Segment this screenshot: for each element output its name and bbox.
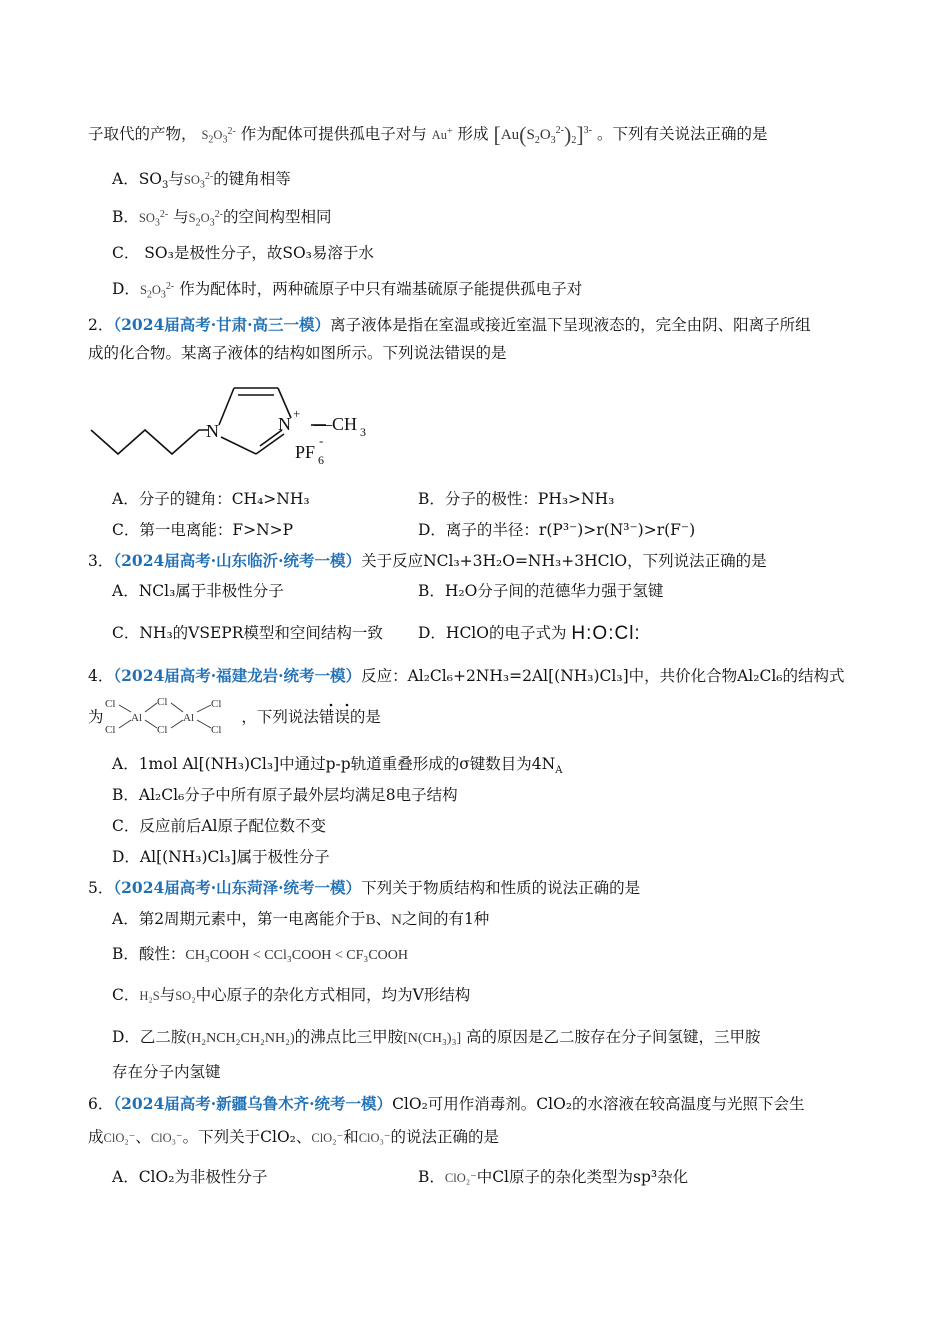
svg-text:Cl: Cl (105, 724, 116, 736)
pf6-subscript: 6 (318, 453, 324, 467)
svg-text:Cl: Cl (157, 724, 168, 736)
intro-text-4: 。下列有关说法正确的是 (596, 125, 768, 143)
q5-option-c: C．H₂S与SO₂中心原子的杂化方式相同，均为V形结构 (112, 986, 471, 1004)
q6-source: （2024届高考·新疆乌鲁木齐·统考一模） (113, 1094, 393, 1113)
q4-option-d: D．Al[(NH₃)Cl₃]属于极性分子 (112, 848, 330, 866)
q5-stem: 5．（2024届高考·山东菏泽·统考一模）下列关于物质结构和性质的说法正确的是 (88, 878, 641, 897)
pf6-label: PF (295, 442, 316, 462)
q1-option-a: A．$SO_3$与$SO_3^{2-}$的键角相等 (112, 170, 291, 192)
emphasis-dots (326, 700, 366, 710)
au-complex-formula: $[Au(S_2O_3^{2-})_2]^{3-}$ (493, 122, 593, 147)
q3-option-c: C．NH₃的VSEPR模型和空间结构一致 (112, 624, 383, 642)
q4-stem-line2: 为 ，下列说法错误的是 (88, 708, 381, 726)
q4-option-a: A．1mol Al[(NH₃)Cl₃]中通过p-p轨道重叠形成的σ键数目为$4N_A$ (112, 755, 563, 777)
methyl-subscript: 3 (360, 425, 366, 439)
q5-option-d-line2: 存在分子内氢键 (112, 1063, 221, 1081)
q5-source: （2024届高考·山东菏泽·统考一模） (113, 878, 362, 897)
q6-number: 6． (88, 1095, 114, 1113)
q1-option-c: C． SO₃是极性分子，故SO₃易溶于水 (112, 244, 374, 262)
q3-option-d: D．HClO的电子式为 H:O:Cl: (418, 623, 641, 644)
svg-text:Al: Al (131, 712, 142, 724)
nitrogen-label-2: N (278, 414, 291, 434)
q2-stem-line1: 2．（2024届高考·甘肃·高三一模）离子液体是指在室温或接近室温下呈现液态的，完全由阴、阳离子所组 (88, 315, 811, 334)
hclo-electron-formula: H:O:Cl: (571, 623, 641, 644)
svg-text:Al: Al (183, 712, 194, 724)
svg-text:Cl: Cl (211, 724, 222, 736)
q2-source: （2024届高考·甘肃·高三一模） (113, 315, 331, 334)
methyl-label: —CH (314, 414, 358, 434)
s2o3-formula: $S_2O_3^{2-}$ (201, 125, 236, 146)
intro-text-2: 作为配体可提供孤电子对与 (240, 125, 427, 143)
q4-number: 4． (88, 667, 114, 685)
q5-option-b: B．酸性：CH₃COOH < CCl₃COOH < CF₃COOH (112, 945, 408, 963)
q5-option-d: D．乙二胺(H₂NCH₂CH₂NH₂)的沸点比三甲胺[N(CH₃)₃] 高的原因是乙二胺存在分子间氢键，三甲胺 (112, 1028, 761, 1046)
svg-text:Cl: Cl (157, 696, 168, 708)
nitrogen-label-1: N (206, 421, 219, 441)
q3-option-b: B．H₂O分子间的范德华力强于氢键 (418, 582, 664, 600)
intro-text-3: 形成 (457, 125, 489, 143)
q4-option-b: B．Al₂Cl₆分子中所有原子最外层均满足8电子结构 (112, 786, 458, 804)
svg-text:Cl: Cl (211, 698, 222, 710)
q6-stem-line1: 6．（2024届高考·新疆乌鲁木齐·统考一模）ClO₂可用作消毒剂。ClO₂的水溶液在较高温度与光照下会生 (88, 1094, 805, 1113)
q2-option-c: C．第一电离能：F>N>P (112, 521, 294, 539)
svg-text:Cl: Cl (105, 698, 116, 710)
intro-text-1: 子取代的产物， (88, 125, 197, 143)
q4-stem-line1: 4．（2024届高考·福建龙岩·统考一模）反应：Al₂Cl₆+2NH₃=2Al[(NH₃)Cl₃]中，共价化合物Al₂Cl₆的结构式 (88, 666, 845, 685)
q6-option-b: B．ClO₂⁻中Cl原子的杂化类型为sp³杂化 (418, 1168, 689, 1186)
pf6-charge: - (319, 433, 324, 448)
acid-strength-formula: CH₃COOH < CCl₃COOH < CF₃COOH (185, 948, 408, 963)
q6-option-a: A．ClO₂为非极性分子 (112, 1168, 268, 1186)
al2cl6-structure (103, 693, 231, 737)
plus-charge: + (293, 406, 301, 421)
q3-stem: 3．（2024届高考·山东临沂·统考一模）关于反应NCl₃+3H₂O=NH₃+3HClO，下列说法正确的是 (88, 551, 767, 570)
q1-option-d: D．$S_2O_3^{2-}$ 作为配体时，两种硫原子中只有端基硫原子能提供孤电子对 (112, 280, 583, 301)
q3-option-a: A．NCl₃属于非极性分子 (112, 582, 284, 600)
q2-stem-line2: 成的化合物。某离子液体的结构如图所示。下列说法错误的是 (88, 344, 507, 362)
q2-option-a: A．分子的键角：CH₄>NH₃ (112, 490, 310, 508)
q2-option-b: B．分子的极性：PH₃>NH₃ (418, 490, 615, 508)
q3-source: （2024届高考·山东临沂·统考一模） (113, 551, 362, 570)
q5-option-a: A．第2周期元素中，第一电离能介于B、N之间的有1种 (112, 910, 490, 928)
q2-option-d: D．离子的半径：r(P³⁻)>r(N³⁻)>r(F⁻) (418, 521, 696, 539)
q5-number: 5． (88, 879, 114, 897)
ionic-liquid-structure (88, 372, 388, 477)
q1-option-b: B．$SO_3^{2-}$ 与$S_2O_3^{2-}$的空间构型相同 (112, 208, 332, 229)
intro-line (88, 123, 890, 146)
q2-number: 2． (88, 316, 114, 334)
q4-source: （2024届高考·福建龙岩·统考一模） (113, 666, 362, 685)
q6-stem-line2: 成ClO₂⁻、ClO₃⁻。下列关于ClO₂、ClO₂⁻和ClO₃⁻的说法正确的是 (88, 1128, 499, 1146)
q3-number: 3． (88, 552, 114, 570)
au-ion: Au+ (431, 125, 453, 142)
q4-option-c: C．反应前后Al原子配位数不变 (112, 817, 327, 835)
